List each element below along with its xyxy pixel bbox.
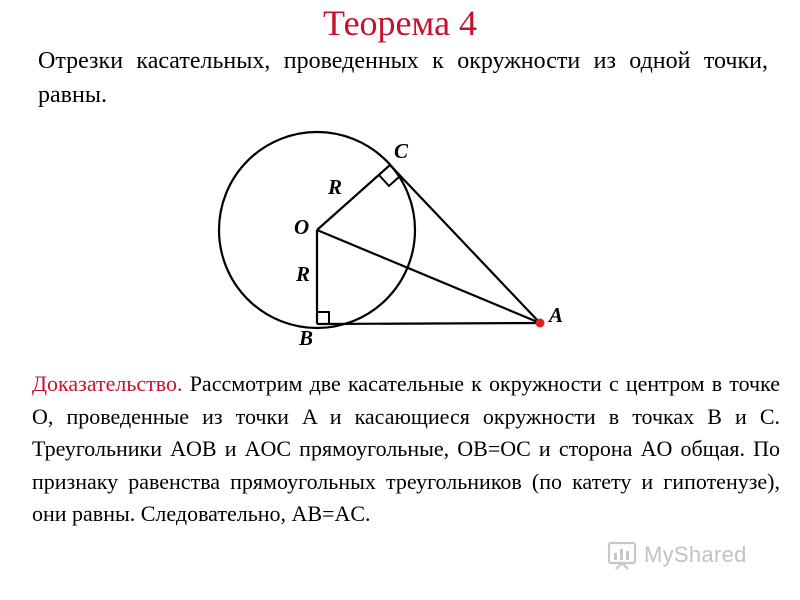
watermark-text: MyShared: [644, 542, 747, 567]
right-angle-c: [379, 175, 400, 186]
label-c: C: [394, 139, 409, 163]
proof-paragraph: [32, 368, 780, 531]
label-o: O: [294, 215, 310, 239]
segment-oa: [317, 230, 540, 323]
presentation-icon: [606, 540, 638, 570]
proof-text: Рассмотрим две касательные к окружности с центром в точке O, проведенные из точки A и касающиеся окружности в точках B и C. Треугольники AOB и AOC прямоугольные, OB=OC и сторона AO общая. По признаку равенства прямоугольных треугольников (по катету и гипотенузе), они равны. Следовательно, AB=AC.: [32, 371, 780, 526]
proof-heading: Доказательство.: [32, 371, 183, 396]
slide-title: Теорема 4: [322, 3, 478, 43]
label-a: A: [549, 303, 564, 327]
tangent-ca: [390, 165, 540, 323]
tangent-ba: [317, 323, 540, 324]
label-r-top: R: [328, 175, 343, 199]
theorem-statement: Отрезки касательных, проведенных к окружности из одной точки, равны.: [38, 48, 768, 108]
label-b: B: [299, 326, 314, 350]
right-angle-b: [317, 312, 329, 324]
watermark: [606, 538, 747, 572]
label-r-bottom: R: [296, 262, 311, 286]
point-a-dot: [536, 319, 545, 328]
